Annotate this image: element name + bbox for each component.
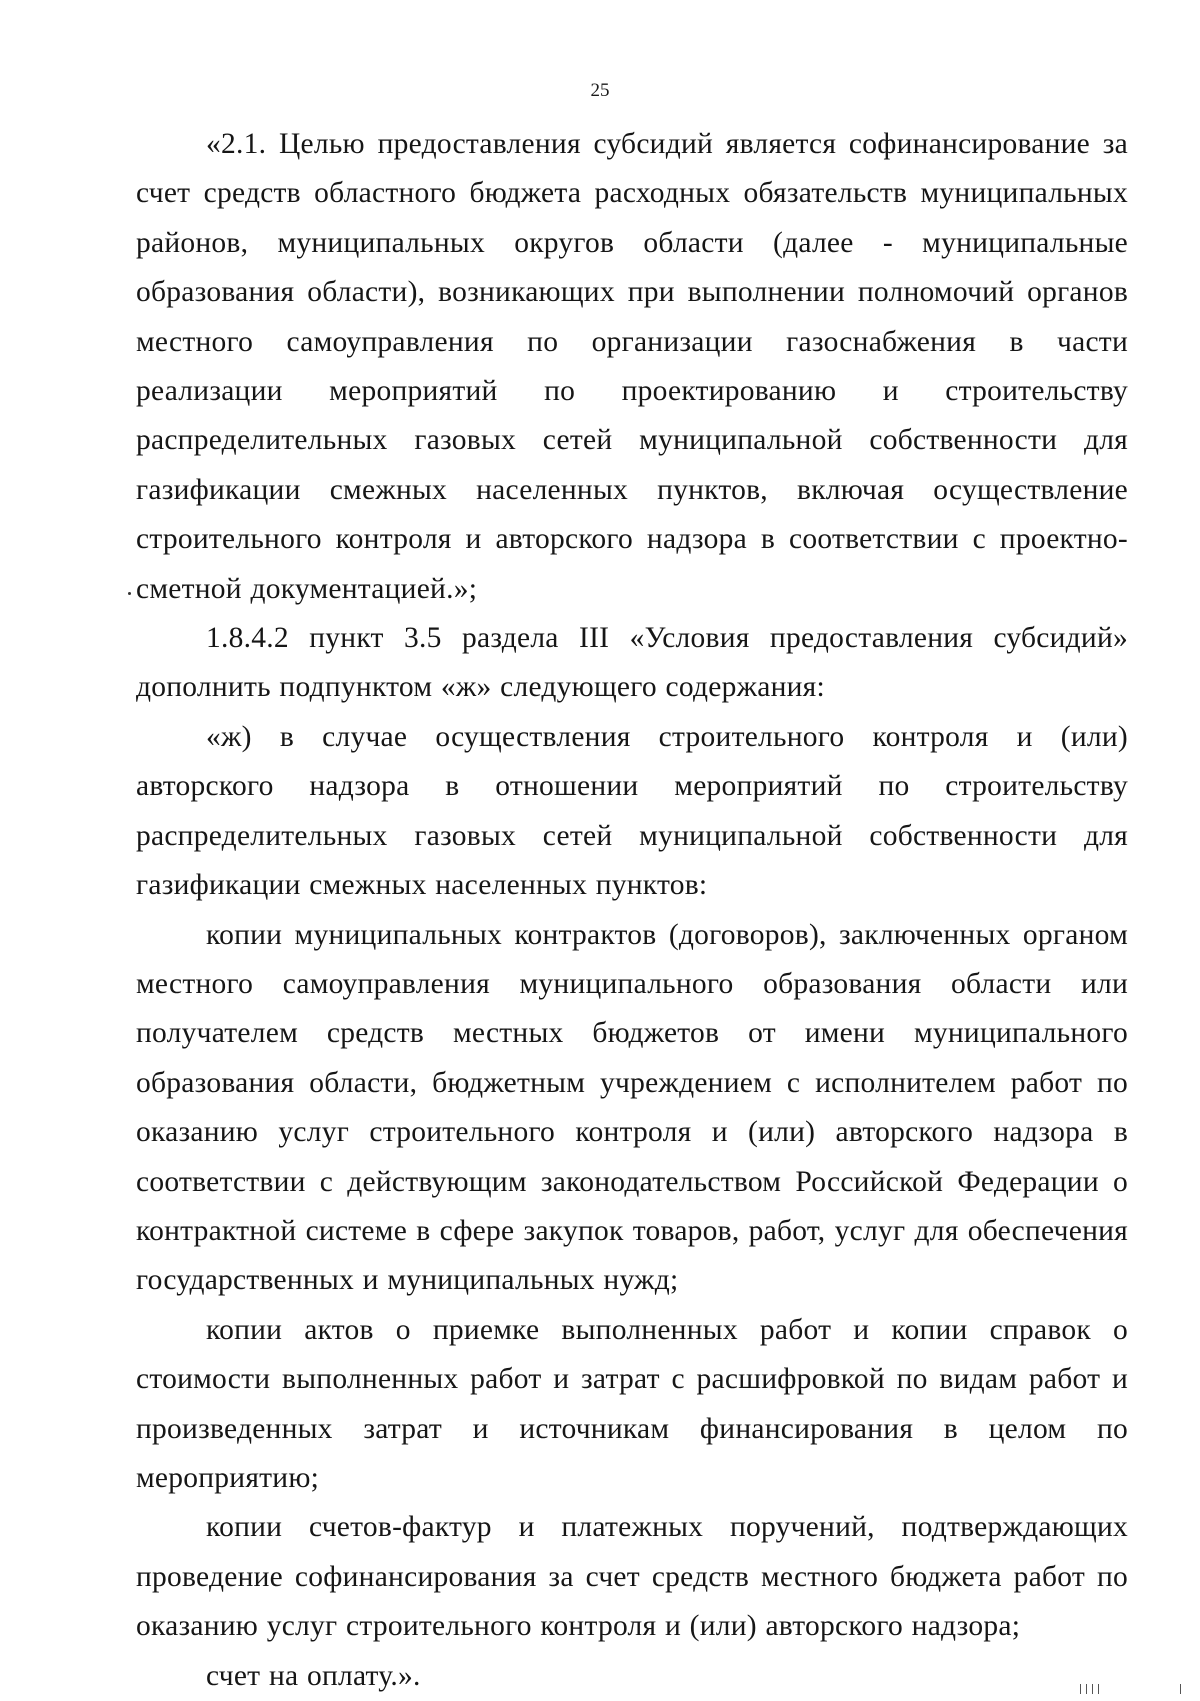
paragraph-acts-copies: копии актов о приемке выполненных работ и копии справок о стоимости выполненных работ и затрат с расшифровкой по видам работ и произведенных затрат и источникам финансирования в целом по мероприятию; [136,1313,1128,1494]
scan-artifact-dot [128,592,131,595]
page-number: 25 [590,80,610,101]
paragraph-contracts-copies: копии муниципальных контрактов (договоров), заключенных органом местного самоуправления муниципального образования области или получателем средств местных бюджетов от имени муниципального образования области, бюджетным учреждением с исполнителем работ по оказанию услуг строительного контроля и (или) авторского надзора в соответствии с действующим законодательством Российской Федерации о контрактной системе в сфере закупок товаров, работ, услуг для обеспечения государственных и муниципальных нужд; [136,918,1128,1297]
paragraph-invoices-copies: копии счетов-фактур и платежных поручений, подтверждающих проведение софинансирования за счет средств местного бюджета работ по оказанию услуг строительного контроля и (или) авторского надзора; [136,1511,1128,1643]
paragraph-amendment-1-8-4-2: 1.8.4.2 пункт 3.5 раздела III «Условия предоставления субсидий» дополнить подпунктом «ж» следующего содержания: [136,622,1128,704]
paragraph-clause-2-1: «2.1. Целью предоставления субсидий является софинансирование за счет средств областного бюджета расходных обязательств муниципальных районов, муниципальных округов области (далее - муниципальные образования области), возникающих при выполнении полномочий органов местного самоуправления по организации газоснабжения в части реализации мероприятий по проектированию и строительству распределительных газовых сетей муниципальной собственности для газификации смежных населенных пунктов, включая осуществление строительного контроля и авторского надзора в соответствии с проектно-сметной документацией.»; [136,128,1128,605]
paragraph-subclause-zh: «ж) в случае осуществления строительного контроля и (или) авторского надзора в отношении мероприятий по строительству распределительных газовых сетей муниципальной собственности для газификации смежных населенных пунктов: [136,720,1128,902]
paragraph-payment-invoice: счет на оплату.». [206,1659,421,1692]
scan-edge-marks [1080,1684,1190,1694]
document-body [136,120,1128,1701]
